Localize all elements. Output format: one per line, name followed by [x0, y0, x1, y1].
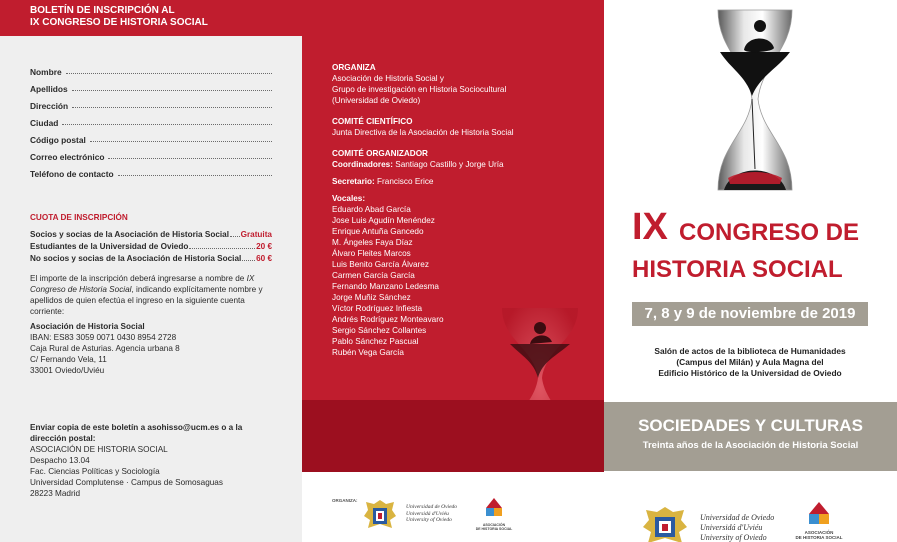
comite-cientifico-line: Junta Directiva de la Asociación de Historia Social: [332, 128, 514, 137]
postal-line: Despacho 13.04: [30, 456, 90, 465]
theme-banner: [604, 402, 897, 471]
secretario: Secretario: Francisco Erice: [332, 177, 434, 186]
fee-row: Socios y socias de la Asociación de Historia Social Gratuita: [30, 230, 272, 239]
field-ciudad[interactable]: Ciudad: [30, 111, 272, 128]
vocal-item: Rubén Vega García: [332, 348, 404, 357]
registration-title-line1: BOLETÍN DE INSCRIPCIÓN AL: [30, 5, 175, 16]
payment-instructions: El importe de la inscripción deberá ingresarse a nombre de IX Congreso de Historia Social, indicando explícitamente nombre y apellidos de quien efectúa el ingreso en la siguiente cuenta corriente:: [30, 274, 263, 316]
field-direccion[interactable]: Dirección: [30, 94, 272, 111]
postal-line: ASOCIACIÓN DE HISTORIA SOCIAL: [30, 445, 168, 454]
venue: Salón de actos de la biblioteca de Humanidades (Campus del Milán) y Aula Magna del Edificio Histórico de la Universidad de Oviedo: [654, 346, 846, 378]
congress-dates: 7, 8 y 9 de noviembre de 2019: [632, 302, 868, 326]
field-correo[interactable]: Correo electrónico: [30, 145, 272, 162]
ahs-name: ASOCIACIÓN DE HISTORIA SOCIAL: [795, 530, 843, 540]
hourglass-image: [712, 4, 798, 194]
university-name: Universidad de Oviedo Universidá d'Uviéu University of Oviedo: [700, 513, 775, 542]
ahs-logo-icon: [804, 500, 834, 530]
registration-header: [0, 0, 302, 36]
vocal-item: Fernando Manzano Ledesma: [332, 282, 439, 291]
vocal-item: Pablo Sánchez Pascual: [332, 337, 419, 346]
send-title: Enviar copia de este boletín a asohisso@ucm.es o a la dirección postal:: [30, 423, 243, 443]
field-codigo-postal[interactable]: Código postal: [30, 128, 272, 145]
vocal-item: Luis Benito García Álvarez: [332, 260, 429, 269]
account-holder: Asociación de Historia Social: [30, 322, 145, 331]
fee-row: No socios y socias de la Asociación de Historia Social 60 €: [30, 254, 272, 263]
field-telefono[interactable]: Teléfono de contacto: [30, 162, 272, 179]
vocal-item: Andrés Rodríguez Monteavaro: [332, 315, 444, 324]
vocal-item: Jose Luis Agudín Menéndez: [332, 216, 435, 225]
organiza-line: Asociación de Historia Social y: [332, 74, 444, 83]
fee-list: [30, 227, 272, 263]
vocales-label: Vocales:: [332, 194, 366, 203]
postal-line: 28223 Madrid: [30, 489, 81, 498]
postal-line: Universidad Complutense · Campus de Somosaguas: [30, 478, 223, 487]
account-city: 33001 Oviedo/Uviéu: [30, 366, 105, 375]
congress-title-line2: HISTORIA SOCIAL: [632, 256, 843, 283]
vocal-item: Enrique Antuña Gancedo: [332, 227, 424, 236]
registration-title-line2: IX CONGRESO DE HISTORIA SOCIAL: [30, 17, 208, 28]
account-bank: Caja Rural de Asturias. Agencia urbana 8: [30, 344, 180, 353]
coordinadores: Coordinadores: Santiago Castillo y Jorge Uría: [332, 160, 504, 169]
organiza-line: Grupo de investigación en Historia Sociocultural: [332, 85, 507, 94]
dark-red-band: [302, 400, 604, 472]
organiza-title: ORGANIZA: [332, 63, 376, 72]
ahs-logo-icon: [482, 496, 506, 522]
committees-panel: [302, 0, 604, 400]
university-name-small: Universidad de Oviedo Universidá d'Uviéu University of Oviedo: [406, 504, 458, 523]
ahs-name-small: ASOCIACIÓN DE HISTORIA SOCIAL: [475, 523, 513, 531]
fee-title: CUOTA DE INSCRIPCIÓN: [30, 213, 128, 222]
field-apellidos[interactable]: Apellidos: [30, 77, 272, 94]
university-crest-icon: [362, 498, 398, 532]
vocal-item: Víctor Rodríguez Infiesta: [332, 304, 423, 313]
vocal-item: Jorge Muñiz Sánchez: [332, 293, 411, 302]
send-instructions: [30, 422, 275, 499]
vocal-item: Carmen García García: [332, 271, 415, 280]
theme-subtitle: Treinta años de la Asociación de Historia Social: [642, 440, 859, 451]
organizer-logos-small: [302, 472, 604, 542]
vocal-item: Eduardo Abad García: [332, 205, 411, 214]
account-iban: IBAN: ES83 3059 0071 0430 8954 2728: [30, 333, 177, 342]
account-street: C/ Fernando Vela, 11: [30, 355, 107, 364]
comite-organizador-title: COMITÉ ORGANIZADOR: [332, 149, 428, 158]
vocal-item: Álvaro Fleites Marcos: [332, 249, 411, 258]
postal-line: Fac. Ciencias Políticas y Sociología: [30, 467, 160, 476]
comite-cientifico-title: COMITÉ CIENTÍFICO: [332, 117, 413, 126]
field-nombre[interactable]: Nombre: [30, 60, 272, 77]
congress-number: IX: [632, 206, 668, 248]
vocales-list: [332, 204, 592, 358]
vocal-item: Sergio Sánchez Collantes: [332, 326, 427, 335]
fee-row: Estudiantes de la Universidad de Oviedo 20 €: [30, 242, 272, 251]
theme-title: SOCIEDADES Y CULTURAS: [638, 416, 863, 435]
organiza-label: ORGANIZA:: [332, 498, 358, 503]
university-crest-icon: [640, 505, 690, 542]
registration-form: [30, 60, 272, 179]
committees-text: [332, 62, 592, 358]
bank-account: [30, 321, 275, 376]
organiza-line: (Universidad de Oviedo): [332, 96, 421, 105]
vocal-item: M. Ángeles Faya Díaz: [332, 238, 413, 247]
congress-title-line1: CONGRESO DE: [679, 219, 860, 246]
